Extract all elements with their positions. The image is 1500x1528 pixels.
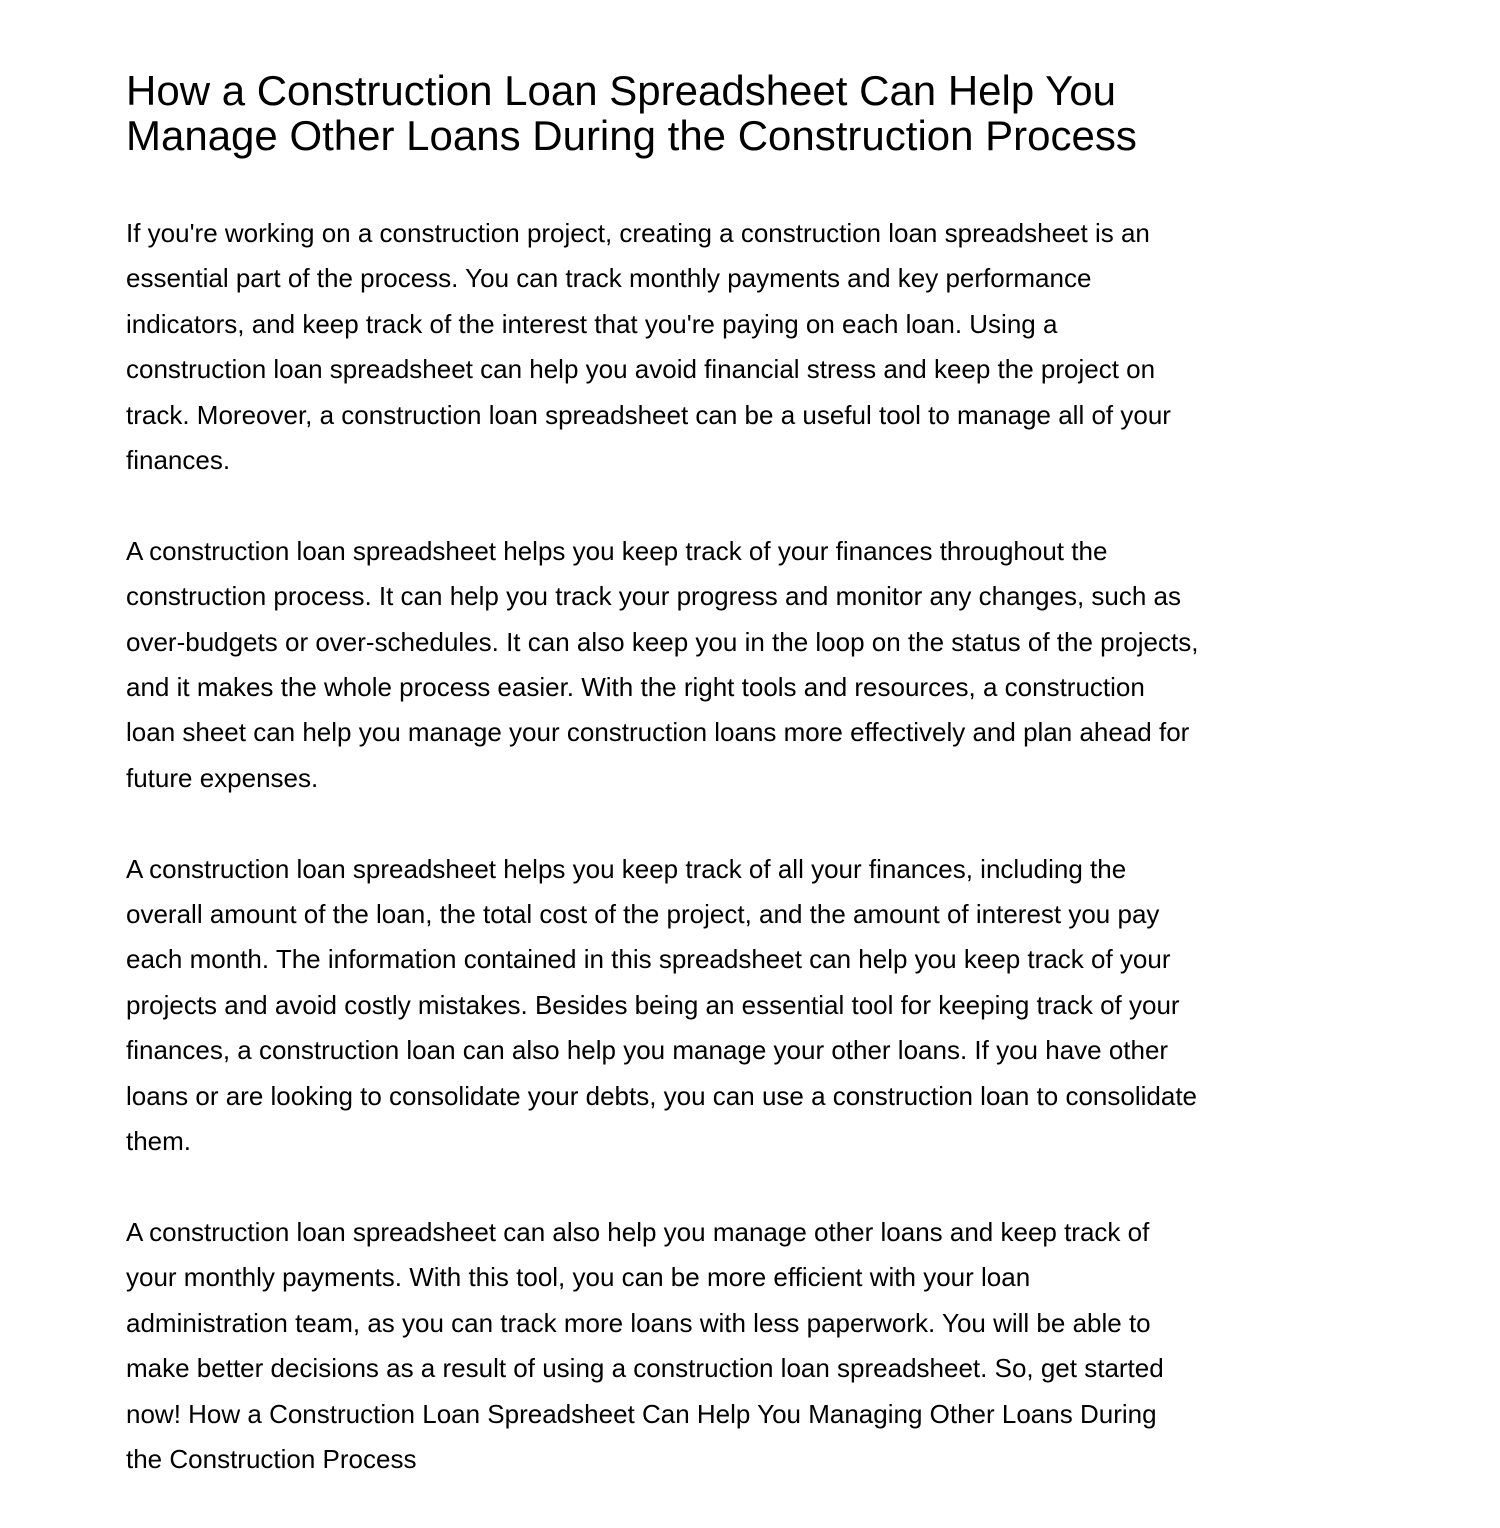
article-body bbox=[126, 211, 1198, 1528]
paragraph bbox=[126, 1210, 1198, 1482]
text-line: A construction loan spreadsheet helps you keep track of all your finances, including the bbox=[126, 853, 1127, 884]
text-line: finances, a construction loan can also help you manage your other loans. If you have other bbox=[126, 1035, 1169, 1066]
text-line: loans or are looking to consolidate your debts, you can use a construction loan to consolidate bbox=[126, 1080, 1198, 1111]
text-line: over-budgets or over-schedules. It can also keep you in the loop on the status of the projects, bbox=[126, 626, 1199, 657]
text-line: construction loan spreadsheet can help you avoid financial stress and keep the project on bbox=[126, 354, 1156, 385]
text-line: your monthly payments. With this tool, you can be more efficient with your loan bbox=[126, 1262, 1031, 1293]
text-line: construction process. It can help you track your progress and monitor any changes, such as bbox=[126, 581, 1181, 612]
text-line: administration team, as you can track more loans with less paperwork. You will be able to bbox=[126, 1307, 1151, 1338]
text-line: track. Moreover, a construction loan spreadsheet can be a useful tool to manage all of your bbox=[126, 399, 1171, 430]
text-line: future expenses. bbox=[126, 762, 319, 793]
paragraph bbox=[126, 529, 1198, 801]
text-line: them. bbox=[126, 1126, 192, 1157]
text-line: A construction loan spreadsheet helps you keep track of your finances throughout the bbox=[126, 535, 1108, 566]
text-line: If you're working on a construction project, creating a construction loan spreadsheet is an bbox=[126, 218, 1150, 248]
text-line: now! How a Construction Loan Spreadsheet Can Help You Managing Other Loans During bbox=[126, 1398, 1157, 1429]
paragraph bbox=[126, 211, 1198, 483]
text-line: make better decisions as a result of using a construction loan spreadsheet. So, get started bbox=[126, 1353, 1164, 1384]
text-line: loan sheet can help you manage your construction loans more effectively and plan ahead for bbox=[126, 717, 1190, 748]
title-line: How a Construction Loan Spreadsheet Can Help You bbox=[126, 67, 1116, 114]
text-line: A construction loan spreadsheet can also help you manage other loans and keep track of bbox=[126, 1216, 1150, 1247]
paragraph bbox=[126, 847, 1198, 1165]
text-line: each month. The information contained in this spreadsheet can help you keep track of your bbox=[126, 944, 1171, 975]
title-line: Manage Other Loans During the Construction Process bbox=[126, 112, 1137, 159]
text-line: indicators, and keep track of the interest that you're paying on each loan. Using a bbox=[126, 308, 1058, 339]
text-line: the Construction Process bbox=[126, 1443, 417, 1474]
page-title bbox=[126, 68, 1137, 158]
text-line: essential part of the process. You can track monthly payments and key performance bbox=[126, 263, 1092, 294]
text-line: overall amount of the loan, the total cost of the project, and the amount of interest you pay bbox=[126, 899, 1160, 930]
text-line: and it makes the whole process easier. With the right tools and resources, a construction bbox=[126, 672, 1145, 703]
text-line: finances. bbox=[126, 445, 231, 476]
text-line: projects and avoid costly mistakes. Besides being an essential tool for keeping track of your bbox=[126, 989, 1180, 1020]
